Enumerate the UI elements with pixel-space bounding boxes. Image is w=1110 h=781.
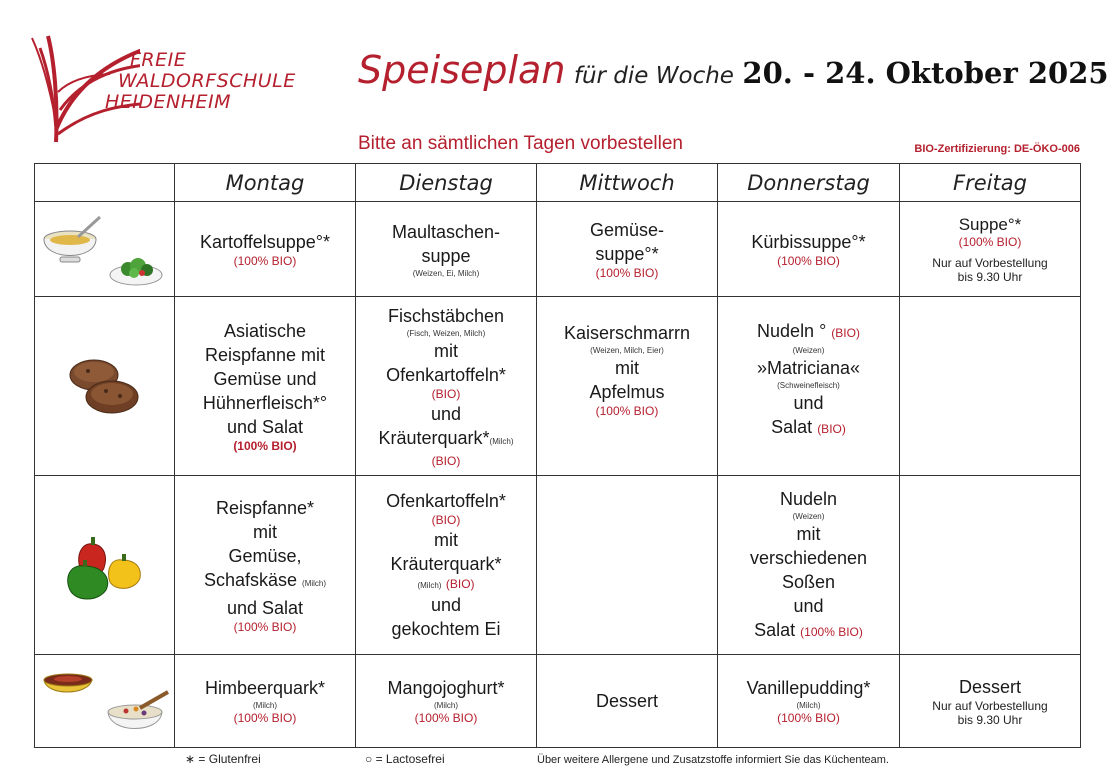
menu-row-main-2 [35,476,1081,655]
allergen-label: (Milch) [489,436,514,446]
bio-label: (BIO) [817,422,846,436]
bio-label: (100% BIO) [595,265,659,280]
soup-tureen-icon [44,217,100,262]
dish-line: gekochtem Ei [391,619,501,639]
allergen-label: (Weizen) [792,511,825,521]
dish-name: Kürbissuppe°* [751,231,866,252]
preorder-time: bis 9.30 Uhr [957,713,1023,727]
menu-cell-friday-main-1 [900,297,1081,476]
menu-cell-tuesday-dessert [356,655,537,748]
allergen-label: (Weizen) [792,346,825,355]
day-header-monday: Montag [175,164,356,202]
dish-line: verschiedenen [749,547,868,568]
dish-line: und [430,403,462,424]
allergen-label: (Milch) [253,701,277,710]
dish-name: suppe°* [595,243,659,264]
dish-line [360,426,532,454]
dish-line: Reispfanne mit [204,344,326,365]
dish-line: Nudeln [779,488,838,509]
menu-cell-monday-main-1 [175,297,356,476]
day-header-friday: Freitag [900,164,1081,202]
menu-cell-thursday-dessert [718,655,900,748]
legend-gluten-free: ∗ = Glutenfrei [185,752,261,766]
legend-lactose-free: ○ = Lactosefrei [365,752,445,766]
bio-label: (100% BIO) [777,711,840,725]
menu-cell-monday-main-2 [175,476,356,655]
school-name-line2: WALDORFSCHULE [118,70,296,92]
title-dates: 20. - 24. Oktober 2025 [742,56,1109,90]
bio-label: (BIO) [431,386,461,401]
menu-cell-thursday-main-1 [718,297,900,476]
dish-line: Ofenkartoffeln* [386,491,506,511]
dish-line [722,319,895,345]
dish-line: Apfelmus [589,382,665,402]
dish-text: Salat [754,619,796,640]
allergen-label: (Milch) [434,701,458,710]
school-name-line1: FREIE [130,49,187,71]
dish-name: Himbeerquark* [204,678,326,698]
preorder-note: Nur auf Vorbestellung [932,699,1048,713]
dish-line: Kaiserschmarrn [563,323,691,343]
school-name-line3: HEIDENHEIM [105,91,232,113]
bio-label: (100% BIO) [414,711,478,725]
bio-label: (BIO) [445,577,475,591]
dish-line: mit [253,521,277,542]
dish-name: Suppe°* [958,215,1022,234]
menu-cell-tuesday-soup [356,202,537,297]
title-week: für die Woche [573,63,734,89]
day-header-wednesday: Mittwoch [537,164,718,202]
dish-line: und [793,595,824,616]
dessert-bowl-icon [44,674,92,692]
dish-name: Gemüse- [589,219,665,240]
dish-line [722,618,895,644]
bio-label: (BIO) [431,513,461,527]
dish-line: und [430,595,462,615]
dish-line [360,576,532,593]
dish-line: mit [796,523,821,544]
order-notice: Bitte an sämtlichen Tagen vorbestellen [358,133,683,154]
bio-label: (100% BIO) [233,253,297,268]
bio-label: (BIO) [831,326,860,340]
dish-line: und [793,393,824,413]
menu-cell-tuesday-main-1 [356,297,537,476]
dish-line: »Matriciana« [756,358,861,378]
menu-cell-monday-dessert [175,655,356,748]
menu-cell-monday-soup [175,202,356,297]
row-image-main-1 [35,297,175,476]
dish-text: Salat [771,417,813,437]
bio-label: (100% BIO) [777,253,840,268]
dish-name: Dessert [958,677,1021,697]
menu-cell-friday-soup [900,202,1081,297]
bio-label: (100% BIO) [958,235,1022,249]
meat-patties-icon [36,341,174,431]
allergen-label: (Milch) [796,701,821,710]
title-main: Speiseplan [358,48,566,92]
preorder-note: Nur auf Vorbestellung [932,256,1048,270]
dish-line: mit [434,530,458,550]
dish-line: und Salat [226,597,304,618]
dish-name: Vanillepudding* [746,678,871,698]
bio-label: (100% BIO) [595,404,659,418]
bio-label: (100% BIO) [800,624,863,639]
dish-text: Schafskäse [203,569,298,590]
dish-line: und Salat [226,416,304,437]
menu-row-dessert [35,655,1081,748]
dish-line [179,568,351,596]
preorder-time: bis 9.30 Uhr [957,270,1023,284]
menu-cell-wednesday-dessert [537,655,718,748]
dish-line: Gemüse und [213,368,317,389]
dish-name: Dessert [595,691,658,711]
bell-peppers-icon [36,520,174,610]
dish-line: mit [434,340,458,361]
dish-line: Asiatische [223,320,307,341]
day-header-thursday: Donnerstag [718,164,900,202]
menu-cell-wednesday-main-1 [537,297,718,476]
allergen-info: Über weitere Allergene und Zusatzstoffe informiert Sie das Küchenteam. [537,754,889,766]
bio-certification: BIO-Zertifizierung: DE-ÖKO-006 [914,143,1080,155]
menu-cell-thursday-soup [718,202,900,297]
allergen-label: (Milch) [302,578,327,588]
school-logo [30,30,320,145]
dish-text: Nudeln ° [757,321,827,341]
dish-line: Reispfanne* [215,497,315,518]
row-image-soup [35,202,175,297]
allergen-label: (Weizen, Ei, Milch) [412,268,480,278]
day-header-tuesday: Dienstag [356,164,537,202]
dish-line: Hühnerfleisch*° [202,392,328,413]
menu-cell-wednesday-main-2 [537,476,718,655]
row-image-main-2 [35,476,175,655]
menu-cell-wednesday-soup [537,202,718,297]
menu-row-main-1 [35,297,1081,476]
header-row [35,164,1081,202]
dish-line: Kräuterquark* [390,554,502,574]
allergen-label: (Weizen, Milch, Eier) [590,346,664,355]
bio-label: (100% BIO) [233,711,297,725]
menu-table [34,163,1081,748]
dish-line [722,415,895,441]
bio-label: (100% BIO) [233,619,297,634]
allergen-label: (Milch) [417,581,442,590]
dish-line: mit [615,358,639,378]
menu-cell-tuesday-main-2 [356,476,537,655]
header-empty [35,164,175,202]
dish-line: Gemüse, [228,545,302,566]
dish-name: Kartoffelsuppe°* [200,231,330,252]
page-title [358,48,1109,92]
muesli-bowl-icon [108,692,168,729]
dish-line: Fischstäbchen [387,305,505,326]
dish-line: Soßen [781,571,836,592]
menu-cell-friday-main-2 [900,476,1081,655]
bio-label: (BIO) [431,453,461,468]
dish-line: Ofenkartoffeln* [386,364,506,385]
row-image-dessert [35,655,175,748]
dish-name: Maultaschen- [391,221,501,242]
menu-row-soup [35,202,1081,297]
menu-cell-friday-dessert [900,655,1081,748]
dish-text: Kräuterquark* [378,427,490,448]
bio-label: (100% BIO) [233,438,297,453]
allergen-label: (Fisch, Weizen, Milch) [406,328,486,338]
dish-name: suppe [421,245,471,266]
menu-cell-thursday-main-2 [718,476,900,655]
allergen-label: (Schweinefleisch) [777,381,840,390]
school-name [105,49,296,113]
dish-name: Mangojoghurt* [387,678,505,698]
salad-plate-icon [110,258,162,285]
